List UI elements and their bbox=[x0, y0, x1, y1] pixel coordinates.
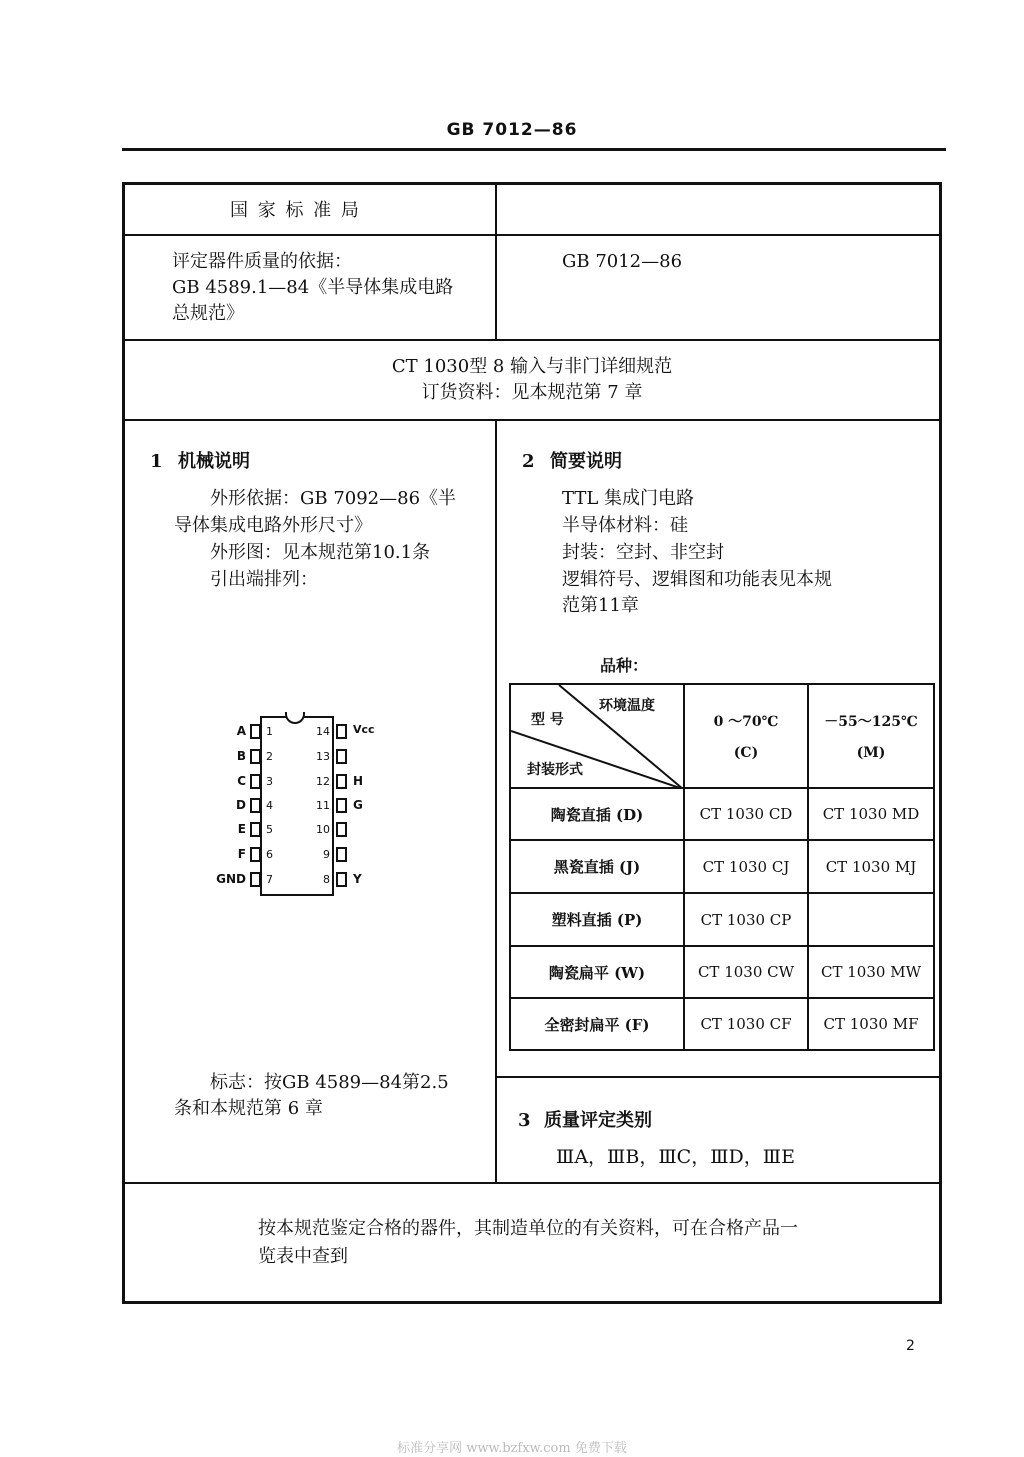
temp-range-c: 0 ～70℃ bbox=[713, 714, 779, 730]
quality-categories: ⅢA，ⅢB，ⅢC，ⅢD，ⅢE bbox=[556, 1146, 795, 1168]
pin-number: 9 bbox=[323, 848, 330, 861]
divider bbox=[124, 419, 940, 421]
marking-line-2: 条和本规范第 6 章 bbox=[174, 1098, 323, 1119]
type-cell: CT 1030 MJ bbox=[808, 840, 934, 893]
grade-code-c: (C) bbox=[733, 745, 759, 761]
pin-lead bbox=[336, 749, 347, 764]
pin-lead bbox=[336, 872, 347, 887]
pin-name: B bbox=[236, 749, 246, 763]
pin-name: GND bbox=[216, 872, 246, 886]
pin-lead bbox=[250, 847, 261, 862]
package-cell: 塑料直插 (P) bbox=[510, 893, 684, 946]
pin-lead bbox=[336, 724, 347, 739]
type-cell: CT 1030 CP bbox=[684, 893, 808, 946]
header-rule bbox=[122, 148, 946, 151]
pin-name: E bbox=[237, 822, 246, 836]
pin-number: 13 bbox=[316, 750, 330, 763]
pin-lead bbox=[336, 847, 347, 862]
pin-lead bbox=[336, 798, 347, 813]
section2-line: 封装：空封、非空封 bbox=[562, 542, 724, 563]
section2-line: TTL 集成门电路 bbox=[562, 488, 695, 509]
type-cell: CT 1030 CW bbox=[684, 946, 808, 998]
table-header-row bbox=[510, 684, 934, 788]
corner-temp-label: 环境温度 bbox=[599, 698, 655, 714]
right-doc-number: GB 7012—86 bbox=[562, 251, 683, 272]
agency-name: 国 家 标 准 局 bbox=[230, 200, 361, 221]
marking-line-1: 标志：按GB 4589—84第2.5 bbox=[210, 1072, 449, 1093]
pin-lead bbox=[250, 749, 261, 764]
section1-line: 引出端排列： bbox=[210, 569, 318, 590]
pin-name: A bbox=[236, 724, 246, 738]
spec-title: CT 1030型 8 输入与非门详细规范 bbox=[391, 356, 673, 377]
basis-line-1: 评定器件质量的依据： bbox=[172, 251, 352, 272]
pin-name: H bbox=[353, 774, 364, 788]
pin-number: 5 bbox=[266, 823, 273, 836]
section1-line: 外形依据：GB 7092—86《半 bbox=[210, 488, 457, 509]
variety-table bbox=[509, 683, 935, 1051]
package-cell: 黑瓷直插 (J) bbox=[510, 840, 684, 893]
package-cell: 陶瓷直插 (D) bbox=[510, 788, 684, 840]
section2-line: 逻辑符号、逻辑图和功能表见本规 bbox=[562, 569, 832, 590]
watermark: 标准分享网 www.bzfxw.com 免费下载 bbox=[397, 1441, 627, 1456]
section2-heading: 简要说明 bbox=[550, 451, 622, 472]
corner-type-label: 型 号 bbox=[531, 712, 564, 728]
ordering-info: 订货资料：见本规范第 7 章 bbox=[421, 382, 643, 403]
pin-lead bbox=[250, 872, 261, 887]
pin-number: 3 bbox=[266, 775, 273, 788]
pin-lead bbox=[336, 822, 347, 837]
section1-line: 导体集成电路外形尺寸》 bbox=[174, 515, 372, 536]
section1-heading: 机械说明 bbox=[178, 451, 250, 472]
column-header-m bbox=[808, 684, 934, 788]
pin-name: D bbox=[236, 798, 246, 812]
section2-number: 2 bbox=[522, 451, 535, 472]
page-number: 2 bbox=[906, 1338, 915, 1354]
footer-note-line-2: 览表中查到 bbox=[258, 1246, 348, 1267]
section3-heading: 质量评定类别 bbox=[544, 1110, 652, 1131]
pin-number: 4 bbox=[266, 799, 273, 812]
table-row bbox=[510, 998, 934, 1050]
package-cell: 陶瓷扁平 (W) bbox=[510, 946, 684, 998]
divider bbox=[496, 1076, 940, 1078]
divider bbox=[124, 339, 940, 341]
corner-cell bbox=[510, 684, 684, 788]
pin-number: 8 bbox=[323, 873, 330, 886]
pin-name: F bbox=[237, 847, 246, 861]
pin-lead bbox=[250, 822, 261, 837]
section2-line: 范第11章 bbox=[562, 595, 639, 616]
section3-number: 3 bbox=[518, 1110, 531, 1131]
type-cell: CT 1030 MW bbox=[808, 946, 934, 998]
section1-line: 外形图：见本规范第10.1条 bbox=[210, 542, 431, 563]
corner-package-label: 封装形式 bbox=[527, 762, 583, 778]
section2-line: 半导体材料：硅 bbox=[562, 515, 688, 536]
pin-number: 7 bbox=[266, 873, 273, 886]
section1-number: 1 bbox=[150, 451, 163, 472]
column-divider bbox=[495, 184, 497, 340]
pin-lead bbox=[250, 774, 261, 789]
pin-number: 2 bbox=[266, 750, 273, 763]
temp-range-m: －55～125℃ bbox=[824, 714, 918, 730]
table-row bbox=[510, 946, 934, 998]
variety-label: 品种： bbox=[600, 656, 649, 675]
basis-line-3: 总规范》 bbox=[172, 303, 244, 324]
type-cell: CT 1030 CF bbox=[684, 998, 808, 1050]
type-cell: CT 1030 CJ bbox=[684, 840, 808, 893]
pin-number: 10 bbox=[316, 823, 330, 836]
divider bbox=[124, 234, 940, 236]
package-cell: 全密封扁平 (F) bbox=[510, 998, 684, 1050]
pin-number: 12 bbox=[316, 775, 330, 788]
pin-name: C bbox=[237, 774, 246, 788]
basis-line-2: GB 4589.1—84《半导体集成电路 bbox=[172, 277, 454, 298]
pin-number: 14 bbox=[316, 725, 330, 738]
table-row bbox=[510, 788, 934, 840]
pin-lead bbox=[250, 798, 261, 813]
type-cell: CT 1030 CD bbox=[684, 788, 808, 840]
column-divider bbox=[495, 420, 497, 1183]
pin-lead bbox=[336, 774, 347, 789]
pin-number: 6 bbox=[266, 848, 273, 861]
type-cell: CT 1030 MD bbox=[808, 788, 934, 840]
type-cell: CT 1030 MF bbox=[808, 998, 934, 1050]
grade-code-m: (M) bbox=[856, 745, 886, 761]
pin-lead bbox=[250, 724, 261, 739]
column-header-c bbox=[684, 684, 808, 788]
header-doc-number: GB 7012—86 bbox=[446, 120, 578, 140]
pin-name: Y bbox=[353, 872, 362, 886]
pin-name: Vcc bbox=[353, 723, 375, 736]
table-row bbox=[510, 893, 934, 946]
pin-number: 11 bbox=[316, 799, 330, 812]
pin-number: 1 bbox=[266, 725, 273, 738]
divider bbox=[124, 1182, 940, 1184]
type-cell bbox=[808, 893, 934, 946]
footer-note-line-1: 按本规范鉴定合格的器件，其制造单位的有关资料，可在合格产品一 bbox=[258, 1218, 798, 1239]
pin-name: G bbox=[353, 798, 363, 812]
table-row bbox=[510, 840, 934, 893]
